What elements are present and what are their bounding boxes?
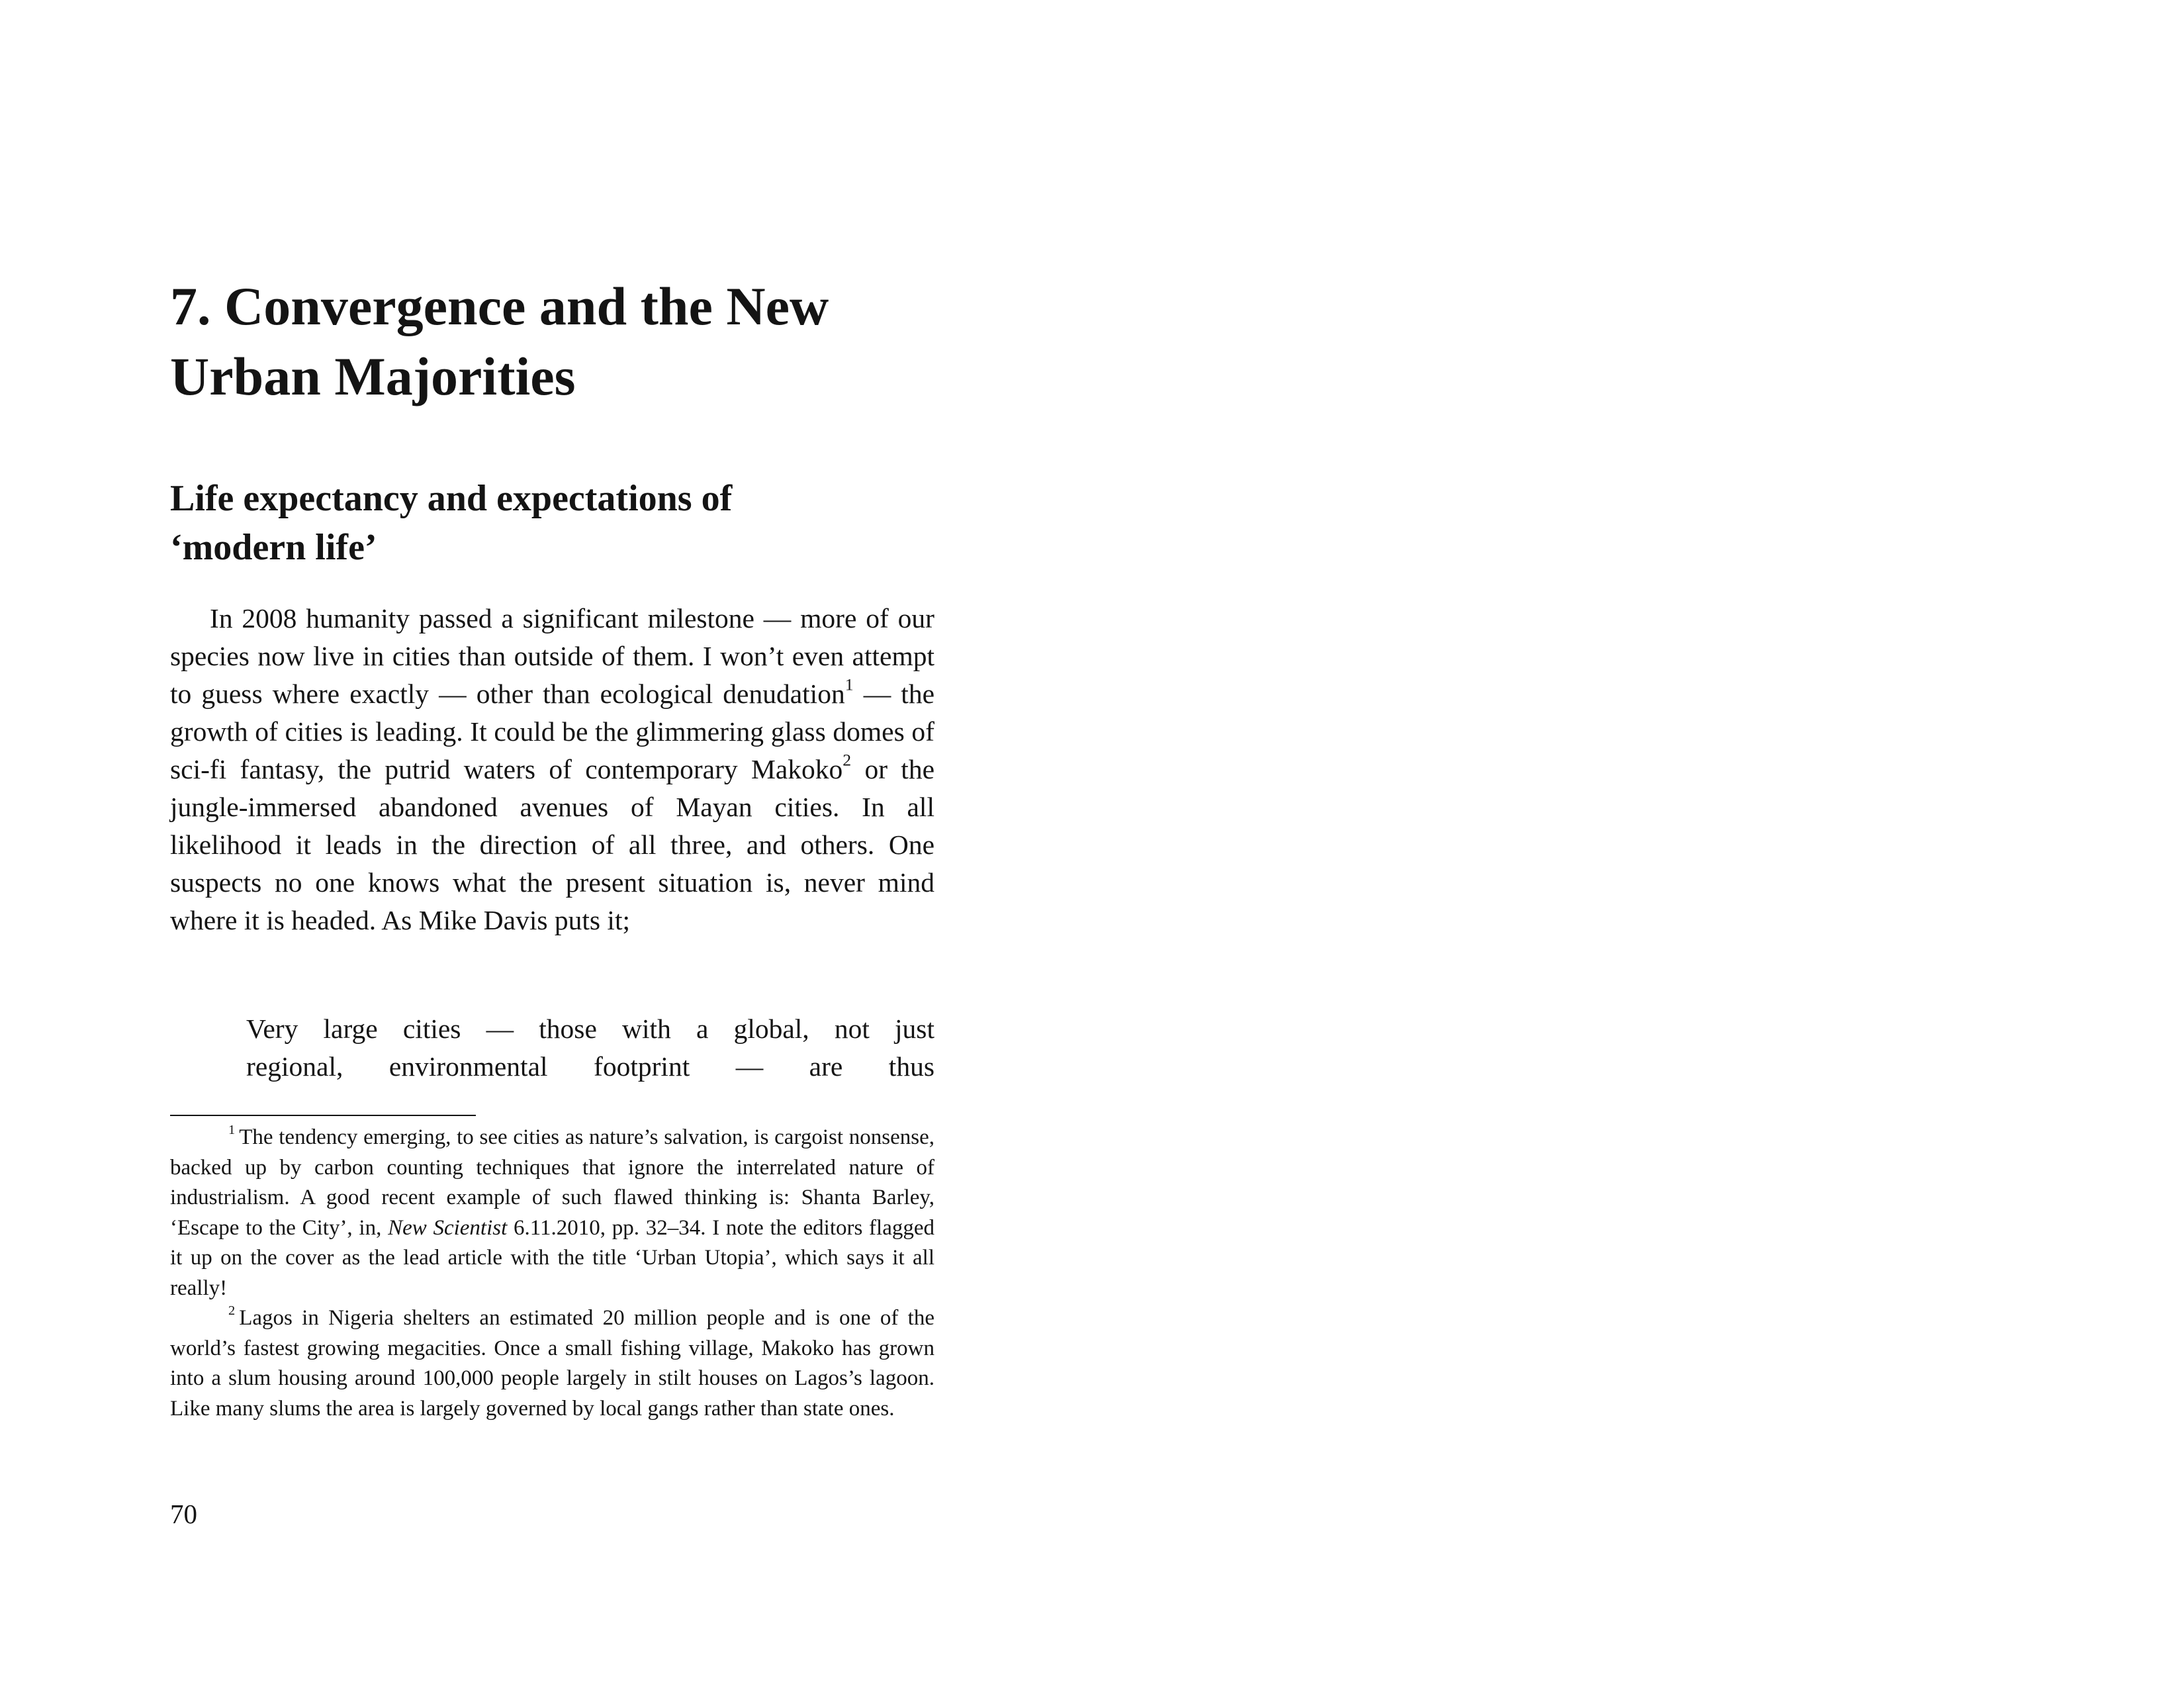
section-title [170,474,934,572]
footnote-1-publication: New Scientist [388,1215,508,1240]
quote-line-2: regional, environmental footprint — are thus [246,1051,934,1082]
body-text-part-2: — the growth of cities is leading. It could be the glimmering glass domes of sci-fi fantasy, the putrid waters of contemporary Makoko [170,679,934,784]
footnote-divider [170,1115,476,1116]
footnote-2-marker: 2 [228,1303,236,1318]
chapter-title-line-2: Urban Majorities [170,346,576,406]
footnote-2 [170,1303,934,1424]
footnotes [170,1123,934,1424]
body-text-part-3: or the jungle-immersed abandoned avenues of Mayan cities. In all likelihood it leads in the direction of all three, and others. One suspects no one knows what the present situation is, never mind where it is headed. As Mike Davis puts it; [170,754,934,935]
body-text-part-1: In 2008 humanity passed a significant milestone — more of our species now live in cities than outside of them. I won’t even attempt to guess where exactly — other than ecological denudation [170,603,934,709]
section-title-line-2: ‘modern life’ [170,527,377,568]
footnote-1 [170,1123,934,1303]
section-title-line-1: Life expectancy and expectations of [170,478,733,519]
book-page [170,0,934,1688]
chapter-title-line-1: 7. Convergence and the New [170,276,829,336]
footnote-1-text-a: The tendency emerging, to see cities as nature’s salvation, is cargoist nonsense, backed up by carbon counting techniques that ignore the interrelated nature of industrialism. A good recent example of such flawed thinking is: Shanta Barley, ‘Escape to the City’, in, [170,1125,934,1240]
quote-line-1: Very large cities — those with a global, not just [246,1013,934,1044]
footnote-2-text: Lagos in Nigeria shelters an estimated 20 million people and is one of the world’s fastest growing megacities. Once a small fishing village, Makoko has grown into a slum housing around 100,000 people largely in stilt houses on Lagos’s lagoon. Like many slums the area is largely governed by local gangs rather than state ones. [170,1306,934,1421]
chapter-title [170,271,934,412]
page-number: 70 [170,1499,197,1529]
footnote-ref-2[interactable]: 2 [842,750,852,770]
block-quote [246,1010,934,1086]
footnote-1-text-b: 6.11.2010, pp. 32–34. I note the editors flagged it up on the cover as the lead article with the title ‘Urban Utopia’, which says it all really! [170,1215,935,1300]
footnote-1-marker: 1 [228,1122,236,1137]
footnote-ref-1[interactable]: 1 [844,675,854,694]
body-paragraph [170,600,934,939]
